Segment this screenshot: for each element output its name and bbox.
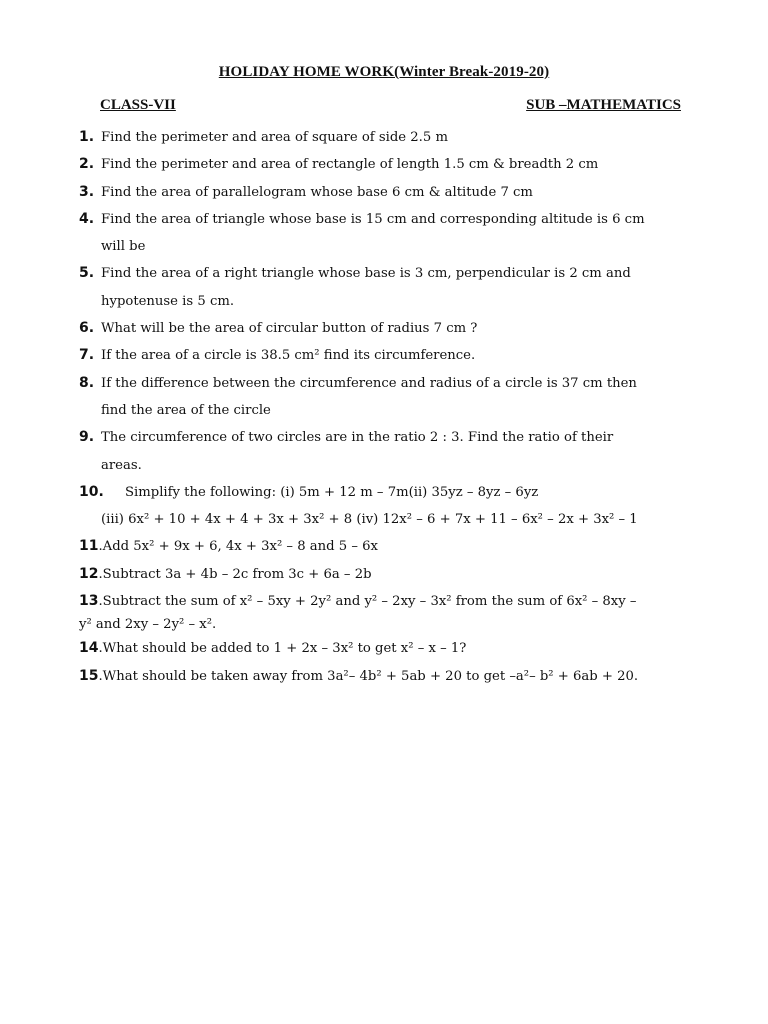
question-number: 9. bbox=[79, 429, 95, 446]
question-5 bbox=[79, 260, 719, 315]
question-text: What will be the area of circular button of radius 7 cm ? bbox=[101, 321, 478, 337]
question-text: Find the perimeter and area of square of side 2.5 m bbox=[101, 130, 448, 145]
page-title: HOLIDAY HOME WORK(Winter Break-2019-20) bbox=[218, 64, 550, 80]
question-number: 10. bbox=[79, 483, 104, 500]
question-text: .What should be added to 1 + 2x – 3x² to get x² – x – 1? bbox=[98, 641, 467, 657]
class-label: CLASS-VII bbox=[100, 97, 176, 113]
question-text: .Subtract 3a + 4b – 2c from 3c + 6a – 2b bbox=[98, 566, 372, 582]
question-text: If the area of a circle is 38.5 cm² find its circumference. bbox=[101, 348, 476, 364]
question-number: 2. bbox=[79, 156, 95, 173]
question-list bbox=[79, 124, 719, 690]
question-text: The circumference of two circles are in the ratio 2 : 3. Find the ratio of their bbox=[101, 430, 614, 446]
subject-label: SUB –MATHEMATICS bbox=[526, 97, 681, 113]
question-number: 8. bbox=[79, 374, 95, 391]
question-text: Find the area of a right triangle whose base is 3 cm, perpendicular is 2 cm and bbox=[101, 266, 631, 282]
question-text-continued: find the area of the circle bbox=[101, 402, 271, 418]
question-number: 11 bbox=[79, 538, 99, 555]
question-text: If the difference between the circumference and radius of a circle is 37 cm then bbox=[101, 375, 637, 391]
question-text: .Subtract the sum of x² – 5xy + 2y² and y² – 2xy – 3x² from the sum of 6x² – 8xy – bbox=[98, 594, 637, 610]
question-2 bbox=[79, 151, 719, 178]
question-text-continued: (iii) 6x² + 10 + 4x + 4 + 3x + 3x² + 8 (iv) 12x² – 6 + 7x + 11 – 6x² – 2x + 3x² – 1 bbox=[101, 512, 638, 528]
question-number: 12 bbox=[79, 565, 99, 582]
question-6 bbox=[79, 315, 719, 342]
question-number: 6. bbox=[79, 320, 95, 337]
question-number: 7. bbox=[79, 347, 95, 364]
question-12 bbox=[79, 561, 719, 588]
question-text: .Add 5x² + 9x + 6, 4x + 3x² – 8 and 5 – 6x bbox=[98, 539, 378, 555]
question-number: 4. bbox=[79, 210, 95, 227]
question-10 bbox=[79, 479, 719, 534]
question-number: 15 bbox=[79, 667, 99, 684]
question-number: 1. bbox=[79, 129, 95, 145]
question-text-continued: hypotenuse is 5 cm. bbox=[101, 293, 235, 309]
question-text: Find the perimeter and area of rectangle of length 1.5 cm & breadth 2 cm bbox=[101, 157, 599, 173]
question-7 bbox=[79, 342, 719, 369]
question-8 bbox=[79, 370, 719, 425]
question-14 bbox=[79, 635, 719, 662]
question-text: Find the area of parallelogram whose base 6 cm & altitude 7 cm bbox=[101, 184, 533, 200]
question-text-continued: y² and 2xy – 2y² – x². bbox=[79, 617, 217, 633]
class-subject-row bbox=[100, 97, 681, 114]
question-text: Find the area of triangle whose base is 15 cm and corresponding altitude is 6 cm bbox=[101, 211, 645, 227]
question-9 bbox=[79, 424, 719, 479]
question-13 bbox=[79, 588, 719, 635]
question-number: 3. bbox=[79, 183, 95, 200]
question-number: 5. bbox=[79, 265, 95, 282]
question-text-continued: will be bbox=[101, 239, 146, 255]
question-15 bbox=[79, 663, 719, 690]
question-4 bbox=[79, 206, 719, 261]
question-text-continued: areas. bbox=[101, 457, 142, 473]
question-text: Simplify the following: (i) 5m + 12 m – 7m(ii) 35yz – 8yz – 6yz bbox=[125, 484, 539, 500]
question-number: 14 bbox=[79, 640, 99, 657]
question-number: 13 bbox=[79, 593, 99, 610]
question-11 bbox=[79, 533, 719, 560]
question-1 bbox=[79, 124, 719, 151]
question-3 bbox=[79, 179, 719, 206]
question-text: .What should be taken away from 3a²– 4b² + 5ab + 20 to get –a²– b² + 6ab + 20. bbox=[98, 668, 639, 684]
